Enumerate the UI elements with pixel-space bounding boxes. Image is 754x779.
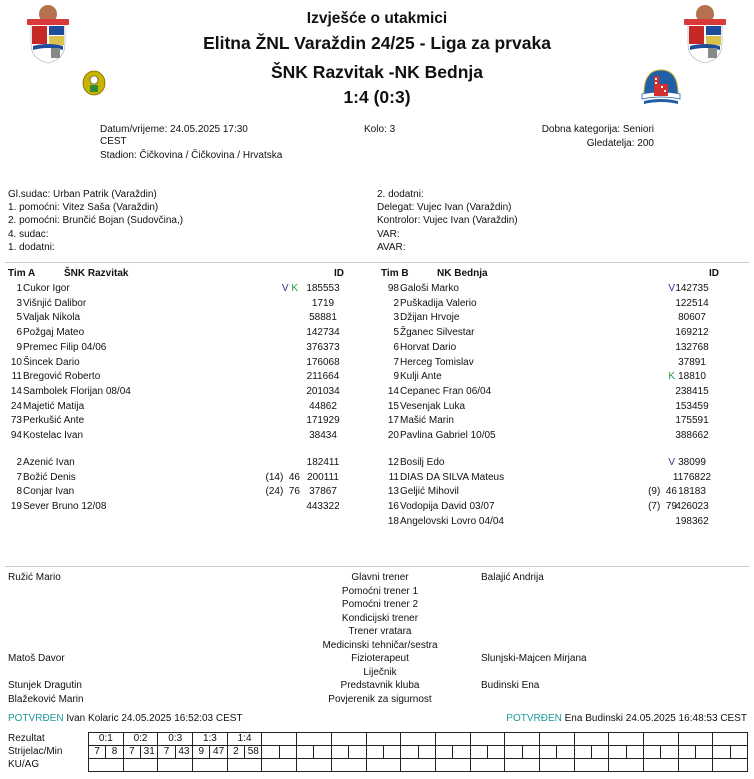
player-number: 20	[387, 430, 399, 441]
player-row	[0, 356, 370, 369]
official-line: 1. dodatni:	[8, 241, 55, 253]
result-cell	[505, 733, 540, 746]
player-name: Geljić Mihovil	[400, 486, 459, 498]
player-id: 388662	[675, 430, 709, 441]
goal-minute-cell	[522, 746, 539, 759]
confirmation-text: Ena Budinski 24.05.2025 16:48:53 CEST	[564, 713, 747, 724]
player-id: 142734	[306, 327, 340, 339]
goal-minute-cell: 47	[210, 746, 227, 759]
result-cell	[713, 733, 748, 746]
player-row	[0, 282, 370, 295]
player-id: 18183	[678, 486, 706, 498]
player-row	[0, 370, 370, 383]
player-number: 98	[387, 283, 399, 294]
staff-role: Liječnik	[363, 666, 397, 678]
goal-minute-cell: 43	[175, 746, 192, 759]
official-line: Kontrolor: Vujec Ivan (Varaždin)	[377, 215, 518, 227]
goal-minute-cell	[696, 746, 713, 759]
separator-line	[5, 566, 749, 567]
player-name: Vodopija David 03/07	[400, 501, 495, 513]
confirmation-status: POTVRĐEN	[8, 713, 64, 724]
player-name: Conjar Ivan	[23, 486, 75, 498]
player-name: Vesenjak Luka	[400, 400, 466, 412]
scorer-number-cell: 7	[158, 746, 175, 759]
ku-ag-cell	[366, 759, 401, 772]
player-name: Puškadija Valerio	[400, 297, 477, 309]
player-name: Horvat Dario	[400, 341, 457, 353]
player-number: 2	[393, 297, 399, 309]
player-name: Valjak Nikola	[23, 312, 81, 324]
player-number: 5	[393, 327, 399, 339]
player-row	[377, 414, 747, 427]
player-row	[377, 385, 747, 398]
official-line: Gl.sudac: Urban Patrik (Varaždin)	[8, 189, 157, 200]
ku-ag-cell	[678, 759, 713, 772]
staff-role: Trener vratara	[348, 626, 412, 637]
player-id: 18810	[678, 371, 706, 383]
scorer-number-cell	[366, 746, 383, 759]
player-number: 19	[10, 501, 22, 513]
goal-minute-cell	[661, 746, 678, 759]
player-id: 153459	[675, 400, 709, 412]
match-timezone: CEST	[100, 136, 127, 147]
player-id: 38099	[678, 457, 706, 468]
player-name: Galoši Marko	[400, 283, 459, 294]
player-id: 169212	[675, 327, 709, 339]
player-name: Kulji Ante	[400, 371, 442, 383]
player-row	[0, 385, 370, 398]
scorer-number-cell: 2	[227, 746, 244, 759]
result-cell: 0:3	[158, 733, 193, 746]
staff-role: Pomoćni trener 1	[341, 585, 419, 597]
match-datetime: Datum/vrijeme: 24.05.2025 17:30	[100, 124, 248, 135]
team-a-id-header: ID	[334, 268, 344, 279]
player-row	[0, 341, 370, 354]
player-name: Bregović Roberto	[23, 371, 101, 383]
player-id: 443322	[306, 501, 340, 513]
goal-minute-cell	[487, 746, 504, 759]
result-cell	[435, 733, 470, 746]
player-row	[377, 485, 747, 498]
player-name: Džijan Hrvoje	[400, 312, 460, 324]
goalkeeper-flag: V	[668, 283, 675, 294]
player-id: 132768	[675, 341, 709, 353]
team-a-name: ŠNK Razvitak	[64, 268, 129, 279]
goals-table	[88, 732, 748, 772]
staff-role: Povjerenik za sigurnost	[328, 693, 432, 705]
result-cell	[539, 733, 574, 746]
row-label-ku-ag: KU/AG	[8, 759, 40, 770]
player-id: 211664	[306, 371, 340, 383]
goalkeeper-flag: V	[281, 283, 289, 294]
player-number: 9	[16, 341, 22, 353]
official-line: 2. pomoćni: Brunčić Bojan (Sudovčina,)	[8, 215, 184, 227]
player-name: Višnjić Dalibor	[23, 297, 87, 309]
player-row	[377, 515, 747, 528]
row-label-scorer: Strijelac/Min	[8, 746, 63, 757]
player-row	[377, 311, 747, 324]
team-b-label: Tim B	[381, 268, 409, 279]
player-number: 15	[387, 400, 399, 412]
player-id: 176068	[306, 356, 340, 368]
result-cell	[401, 733, 436, 746]
result-cell	[644, 733, 679, 746]
staff-role: Kondicijski trener	[341, 612, 419, 624]
player-number: 16	[387, 501, 399, 513]
ku-ag-cell	[505, 759, 540, 772]
staff-role: Predstavnik kluba	[340, 680, 420, 691]
ku-ag-cell	[123, 759, 158, 772]
ku-ag-cell	[435, 759, 470, 772]
staff-role: Medicinski tehničar/sestra	[322, 639, 438, 651]
official-line: 4. sudac:	[8, 228, 49, 240]
team-a-staff-name: Stunjek Dragutin	[8, 680, 82, 691]
ku-ag-cell	[262, 759, 297, 772]
scorer-number-cell	[713, 746, 730, 759]
result-cell	[678, 733, 713, 746]
scorer-number-cell	[262, 746, 279, 759]
team-a-staff-name: Ružić Mario	[8, 572, 61, 583]
substitution-info: (7) 79	[648, 501, 677, 513]
player-row	[0, 500, 370, 513]
player-number: 3	[16, 297, 22, 309]
player-row	[377, 456, 747, 469]
result-cell: 0:2	[123, 733, 158, 746]
ku-ag-cell	[574, 759, 609, 772]
player-row	[377, 356, 747, 369]
goal-minute-cell	[557, 746, 574, 759]
goal-minute-cell: 8	[106, 746, 123, 759]
player-row	[0, 456, 370, 469]
player-number: 73	[10, 415, 22, 427]
player-name: Žganec Silvestar	[400, 327, 475, 339]
player-number: 18	[387, 515, 399, 527]
player-number: 14	[10, 385, 22, 397]
player-row	[377, 471, 747, 484]
official-line: 2. dodatni:	[377, 189, 424, 200]
player-row	[0, 485, 370, 498]
scorer-number-cell	[678, 746, 695, 759]
ku-ag-cell	[644, 759, 679, 772]
player-row	[0, 429, 370, 442]
age-category: Dobna kategorija: Seniori	[541, 124, 654, 135]
goal-minute-cell	[626, 746, 643, 759]
staff-role: Glavni trener	[351, 572, 409, 583]
player-number: 10	[10, 356, 22, 368]
goal-minute-cell	[314, 746, 331, 759]
player-id: 376373	[306, 341, 340, 353]
goal-minute-cell	[591, 746, 608, 759]
player-number: 94	[10, 430, 22, 441]
player-id: 198362	[675, 515, 709, 527]
ku-ag-cell	[401, 759, 436, 772]
player-name: Šincek Dario	[23, 356, 80, 368]
team-b-name: NK Bednja	[437, 268, 488, 279]
player-id: 171929	[306, 415, 340, 427]
ku-ag-cell	[609, 759, 644, 772]
player-number: 3	[393, 312, 399, 324]
player-number: 5	[16, 312, 22, 324]
official-line: AVAR:	[377, 241, 406, 253]
scorer-number-cell	[644, 746, 661, 759]
player-number: 24	[10, 400, 22, 412]
substitution-info: (9) 46	[648, 486, 677, 498]
player-name: Perkušić Ante	[23, 415, 85, 427]
substitution-info: (24) 76	[265, 486, 300, 498]
player-id: 38434	[309, 430, 337, 441]
team-a-confirmation	[8, 713, 243, 724]
player-id: 238415	[675, 385, 709, 397]
player-number: 6	[16, 327, 22, 339]
scorer-number-cell	[401, 746, 418, 759]
result-cell: 0:1	[89, 733, 124, 746]
player-id: 122514	[675, 297, 709, 309]
player-id: 185553	[306, 283, 340, 294]
goalkeeper-flag: V	[668, 457, 675, 468]
match-score: 1:4 (0:3)	[343, 87, 411, 107]
scorer-number-cell	[609, 746, 626, 759]
scorer-number-cell: 9	[193, 746, 210, 759]
ku-ag-cell	[297, 759, 332, 772]
player-id: 201034	[306, 385, 340, 397]
player-row	[0, 297, 370, 310]
ku-ag-cell	[470, 759, 505, 772]
player-id: 37867	[309, 486, 337, 498]
ku-ag-cell	[331, 759, 366, 772]
player-id: 182411	[306, 457, 340, 468]
official-line: Delegat: Vujec Ivan (Varaždin)	[377, 202, 512, 214]
player-number: 2	[16, 457, 22, 468]
player-number: 9	[393, 371, 399, 383]
goal-minute-cell	[383, 746, 400, 759]
scorer-number-cell: 7	[89, 746, 106, 759]
player-id: 1176822	[672, 471, 712, 483]
player-name: Pavlina Gabriel 10/05	[400, 430, 496, 441]
player-number: 6	[393, 341, 399, 353]
team-a-staff-name: Matoš Davor	[8, 653, 65, 664]
goal-minute-cell	[279, 746, 296, 759]
player-row	[377, 429, 747, 442]
team-b-staff-name: Balajić Andrija	[481, 572, 544, 583]
ku-ag-cell	[89, 759, 124, 772]
player-flags	[282, 282, 298, 295]
goal-minute-cell	[453, 746, 470, 759]
player-name: Božić Denis	[23, 471, 76, 483]
competition-title: Elitna ŽNL Varaždin 24/25 - Liga za prvaka	[203, 33, 551, 53]
player-row	[377, 500, 747, 513]
player-id: 80607	[678, 312, 706, 324]
player-row	[0, 400, 370, 413]
player-number: 14	[387, 385, 399, 397]
result-cell	[262, 733, 297, 746]
confirmation-text: Ivan Kolaric 24.05.2025 16:52:03 CEST	[66, 713, 243, 724]
report-title: Izvješće o utakmici	[306, 10, 448, 27]
result-cell	[609, 733, 644, 746]
player-name: DIAS DA SILVA Mateus	[400, 471, 505, 483]
player-row	[0, 414, 370, 427]
confirmation-status: POTVRĐEN	[506, 713, 562, 724]
staff-role: Fizioterapeut	[351, 653, 409, 664]
player-number: 7	[393, 356, 399, 368]
team-b-id-header: ID	[709, 268, 719, 279]
goal-minute-cell	[349, 746, 366, 759]
player-name: Mašić Marin	[400, 415, 454, 427]
spectators: Gledatelja: 200	[586, 138, 654, 149]
result-cell	[366, 733, 401, 746]
player-number: 8	[16, 486, 22, 498]
team-a-staff-name: Blažeković Marin	[8, 693, 84, 705]
row-label-result: Rezultat	[8, 733, 45, 744]
result-cell	[574, 733, 609, 746]
player-id: 37891	[678, 356, 706, 368]
match-round: Kolo: 3	[364, 124, 396, 135]
player-id: 200111	[307, 471, 339, 483]
result-cell	[470, 733, 505, 746]
player-number: 17	[387, 415, 399, 427]
player-number: 11	[11, 371, 22, 383]
result-cell	[331, 733, 366, 746]
player-name: Cukor Igor	[23, 283, 70, 294]
goal-minute-cell	[418, 746, 435, 759]
player-id: 1719	[311, 297, 335, 309]
player-name: Angelovski Lovro 04/04	[400, 515, 504, 527]
player-id: 58881	[309, 312, 337, 324]
player-row	[377, 370, 747, 383]
scorer-number-cell	[539, 746, 556, 759]
substitution-info: (14) 46	[265, 471, 300, 483]
player-name: Herceg Tomislav	[400, 356, 474, 368]
scorer-number-cell	[505, 746, 522, 759]
scorer-number-cell	[470, 746, 487, 759]
official-line: VAR:	[377, 228, 400, 240]
player-row	[377, 297, 747, 310]
player-number: 1	[16, 283, 22, 294]
player-id: 426023	[675, 501, 709, 513]
scorer-number-cell	[435, 746, 452, 759]
player-number: 13	[387, 486, 399, 498]
player-id: 142735	[675, 283, 709, 294]
staff-role: Pomoćni trener 2	[341, 599, 419, 610]
player-name: Kostelac Ivan	[23, 430, 84, 441]
result-cell: 1:4	[227, 733, 262, 746]
ku-ag-cell	[227, 759, 262, 772]
result-cell	[297, 733, 332, 746]
player-name: Sambolek Florijan 08/04	[23, 385, 131, 397]
goal-minute-cell	[730, 746, 747, 759]
ku-ag-cell	[539, 759, 574, 772]
scorer-number-cell	[574, 746, 591, 759]
player-name: Premec Filip 04/06	[23, 341, 107, 353]
captain-flag: K	[291, 283, 298, 294]
player-row	[377, 341, 747, 354]
ku-ag-cell	[158, 759, 193, 772]
player-name: Sever Bruno 12/08	[23, 501, 107, 513]
player-row	[0, 311, 370, 324]
match-title: ŠNK Razvitak -NK Bednja	[271, 62, 483, 82]
player-row	[377, 282, 747, 295]
player-row	[377, 400, 747, 413]
team-b-staff-name: Slunjski-Majcen Mirjana	[481, 653, 587, 664]
result-cell: 1:3	[193, 733, 228, 746]
team-b-staff-name: Budinski Ena	[481, 680, 540, 691]
scorer-number-cell	[297, 746, 314, 759]
player-name: Bosilj Edo	[400, 457, 445, 468]
player-name: Azenić Ivan	[23, 457, 75, 468]
official-line: 1. pomoćni: Vitez Saša (Varaždin)	[8, 202, 159, 214]
player-name: Cepanec Fran 06/04	[400, 385, 492, 397]
player-name: Požgaj Mateo	[23, 327, 85, 339]
player-number: 12	[387, 457, 399, 468]
player-id: 175591	[675, 415, 709, 427]
goal-minute-cell: 31	[141, 746, 158, 759]
player-row	[0, 471, 370, 484]
goal-minute-cell: 58	[245, 746, 262, 759]
team-b-confirmation	[506, 713, 747, 724]
captain-flag: K	[668, 371, 675, 383]
player-row	[377, 326, 747, 339]
scorer-number-cell	[331, 746, 348, 759]
player-row	[0, 326, 370, 339]
scorer-number-cell: 7	[123, 746, 140, 759]
match-stadium: Stadion: Čičkovina / Čičkovina / Hrvatska	[100, 150, 283, 161]
player-number: 7	[16, 471, 22, 483]
player-id: 44862	[309, 400, 337, 412]
team-a-label: Tim A	[8, 268, 36, 279]
ku-ag-cell	[713, 759, 748, 772]
ku-ag-cell	[193, 759, 228, 772]
player-number: 11	[388, 471, 399, 483]
player-name: Majetić Matija	[23, 400, 85, 412]
separator-line	[5, 262, 749, 263]
